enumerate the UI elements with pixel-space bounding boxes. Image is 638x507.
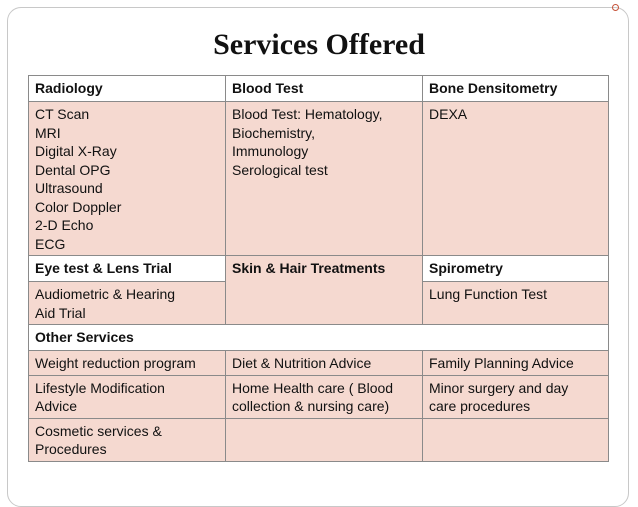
blood-test-list <box>226 102 423 256</box>
list-item: Lung Function Test <box>429 286 548 302</box>
radiology-list <box>29 102 226 256</box>
header-radiology: Radiology <box>29 76 226 102</box>
other-cell-empty <box>226 418 423 461</box>
list-item: MRI <box>35 124 61 141</box>
other-cell <box>29 375 226 418</box>
list-item: Audiometric & Hearing <box>35 286 176 302</box>
spirometry-list <box>423 282 609 325</box>
header-spirometry: Spirometry <box>423 256 609 282</box>
list-item: 2-D Echo <box>35 217 94 233</box>
skin-hair-label: Skin & Hair Treatments <box>232 260 386 276</box>
list-item: Immunology <box>232 143 309 159</box>
list-item: ECG <box>35 235 66 252</box>
table-row <box>29 325 609 351</box>
list-item: Aid Trial <box>35 304 86 321</box>
list-item: Weight reduction program <box>35 355 196 371</box>
header-other-services: Other Services <box>29 325 609 351</box>
other-cell <box>226 375 423 418</box>
list-item: Color Doppler <box>35 198 122 215</box>
list-item: Cosmetic services & <box>35 422 162 439</box>
table-row <box>29 102 609 256</box>
other-cell-empty <box>423 418 609 461</box>
list-item: Blood Test: Hematology, <box>232 106 383 122</box>
services-table <box>28 75 609 462</box>
list-item: Lifestyle Modification <box>35 379 165 396</box>
header-blood-test: Blood Test <box>226 76 423 102</box>
list-item: Dental OPG <box>35 161 111 178</box>
table-row <box>29 375 609 418</box>
other-cell <box>423 375 609 418</box>
other-cell <box>226 351 423 376</box>
page-title: Services Offered <box>213 28 425 61</box>
header-skin-hair <box>226 256 423 325</box>
table-row <box>29 418 609 461</box>
table-row <box>29 351 609 376</box>
list-item: Minor surgery and day <box>429 379 569 396</box>
list-item: Advice <box>35 398 78 414</box>
header-bone-densitometry: Bone Densitometry <box>423 76 609 102</box>
list-item: collection & nursing care) <box>232 398 390 414</box>
table-row <box>29 76 609 102</box>
list-item: Home Health care ( Blood <box>232 379 394 396</box>
list-item: care procedures <box>429 398 531 414</box>
header-eye-test: Eye test & Lens Trial <box>29 256 226 282</box>
list-item: Diet & Nutrition Advice <box>232 355 372 371</box>
bone-densitometry-list <box>423 102 609 256</box>
list-item: Ultrasound <box>35 180 103 196</box>
list-item: Procedures <box>35 441 107 457</box>
list-item: CT Scan <box>35 106 90 122</box>
corner-dot-icon <box>612 4 619 11</box>
list-item: Biochemistry, <box>232 124 315 141</box>
list-item: Serological test <box>232 161 328 178</box>
list-item: Digital X-Ray <box>35 143 117 159</box>
other-cell <box>423 351 609 376</box>
other-cell <box>29 351 226 376</box>
eye-test-list <box>29 282 226 325</box>
list-item: Family Planning Advice <box>429 355 574 371</box>
other-cell <box>29 418 226 461</box>
list-item: DEXA <box>429 106 468 122</box>
table-row <box>29 256 609 282</box>
